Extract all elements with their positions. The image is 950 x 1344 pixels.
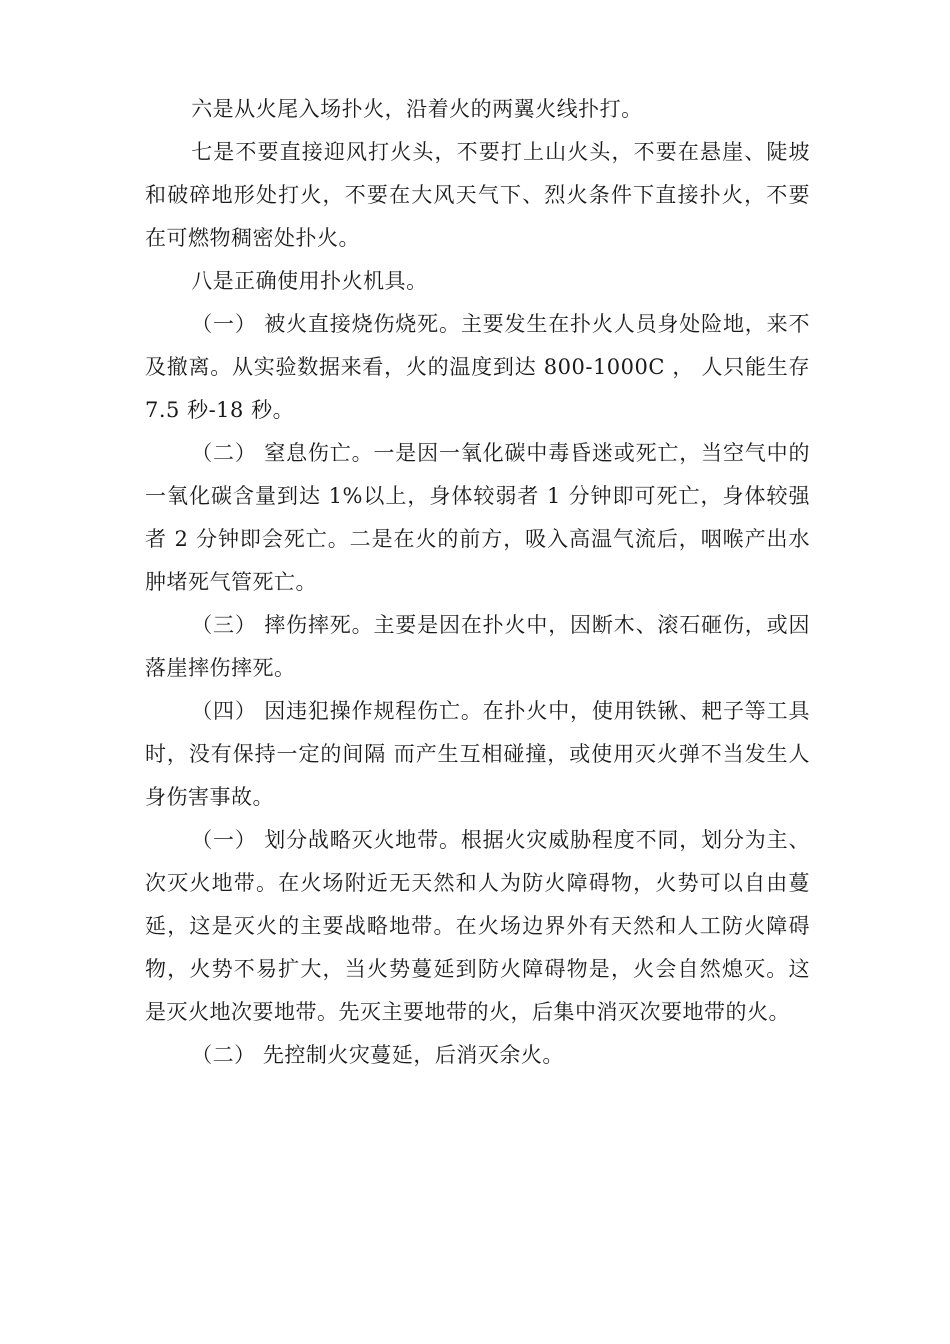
paragraph: （一） 划分战略灭火地带。根据火灾威胁程度不同，划分为主、次灭火地带。在火场附近无天然和人为防火障碍物，火势可以自由蔓延，这是灭火的主要战略地带。在火场边界外有天然和人工防火障碍物，火势不易扩大，当火势蔓延到防火障碍物是，火会自然熄灭。这是灭火地次要地带。先灭主要地带的火，后集中消灭次要地带的火。 (145, 828, 810, 1024)
document-body (145, 88, 810, 1077)
paragraph: （二） 先控制火灾蔓延，后消灭余火。 (191, 1043, 564, 1067)
paragraph: （二） 窒息伤亡。一是因一氧化碳中毒昏迷或死亡，当空气中的一氧化碳含量到达 1%以上，身体较弱者 1 分钟即可死亡，身体较强者 2 分钟即会死亡。二是在火的前方，吸入高温气流后，咽喉产出水肿堵死气管死亡。 (145, 441, 810, 594)
paragraph: （三） 摔伤摔死。主要是因在扑火中，因断木、滚石砸伤，或因落崖摔伤摔死。 (145, 613, 810, 680)
paragraph: 六是从火尾入场扑火，沿着火的两翼火线扑打。 (191, 97, 643, 121)
paragraph: 七是不要直接迎风打火头，不要打上山火头，不要在悬崖、陡坡和破碎地形处打火，不要在大风天气下、烈火条件下直接扑火，不要在可燃物稠密处扑火。 (145, 140, 810, 250)
paragraph: （一） 被火直接烧伤烧死。主要发生在扑火人员身处险地，来不及撤离。从实验数据来看，火的温度到达 800-1000C ， 人只能生存 7.5 秒-18 秒。 (145, 312, 810, 422)
paragraph: 八是正确使用扑火机具。 (191, 269, 428, 293)
paragraph: （四） 因违犯操作规程伤亡。在扑火中，使用铁锹、耙子等工具时，没有保持一定的间隔 而产生互相碰撞，或使用灭火弹不当发生人身伤害事故。 (145, 699, 810, 809)
